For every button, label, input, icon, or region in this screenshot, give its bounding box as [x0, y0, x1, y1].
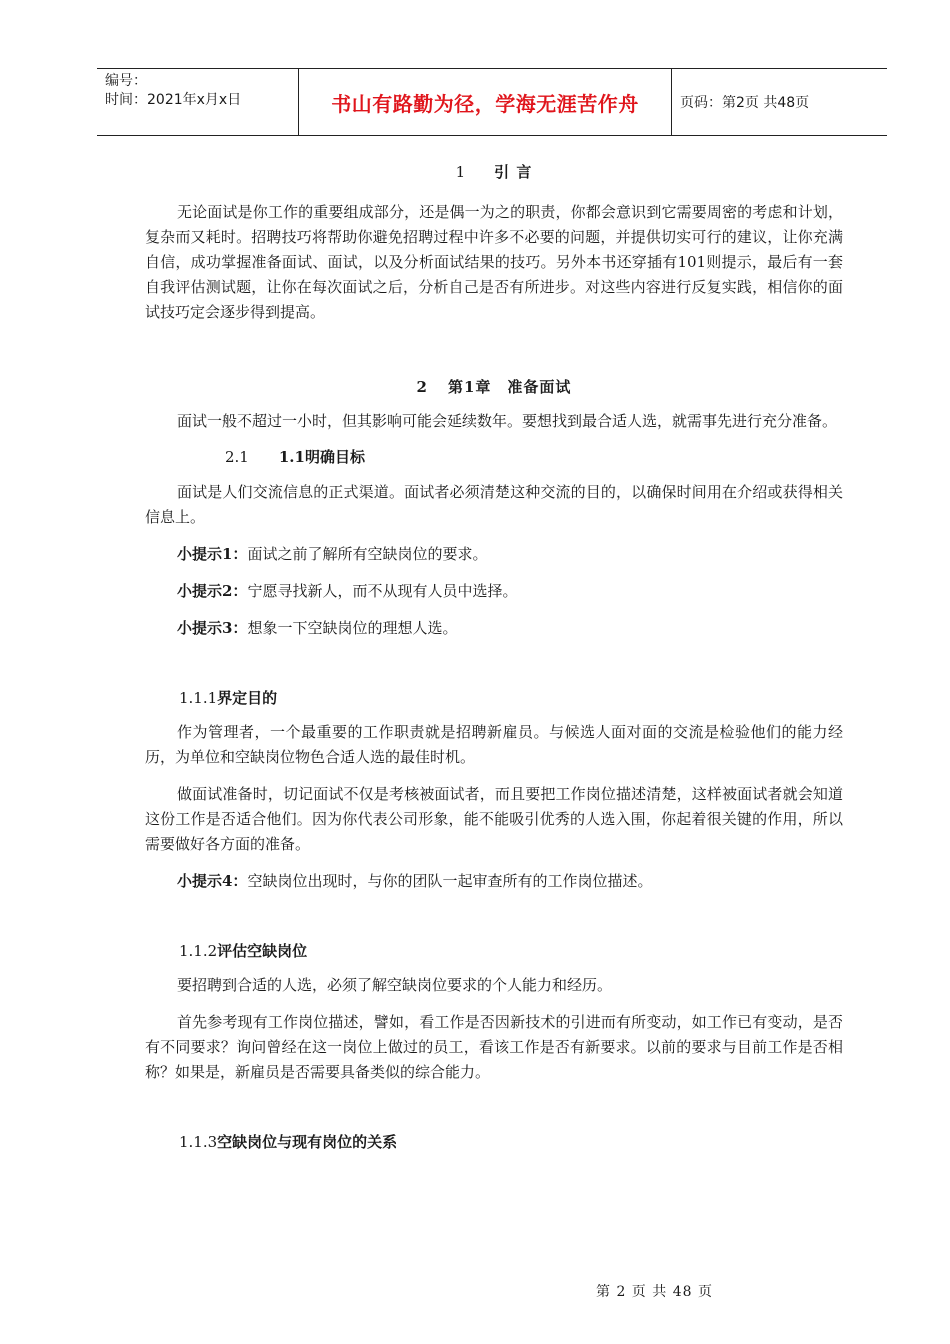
tip-label: 小提示4： — [177, 872, 248, 890]
tip — [145, 542, 843, 567]
paragraph: 首先参考现有工作岗位描述，譬如，看工作是否因新技术的引进而有所变动，如工作已有变动，是否有不同要求？询问曾经在这一岗位上做过的员工，看该工作是否有新要求。以前的要求与目前工作是否相称？如果是，新雇员是否需要具备类似的综合能力。 — [145, 1013, 843, 1081]
section-heading-intro — [145, 158, 843, 186]
section-title: 引 言 — [494, 163, 533, 181]
subsubsection-heading — [145, 685, 843, 711]
paragraph: 面试一般不超过一小时，但其影响可能会延续数年。要想找到最合适人选，就需事先进行充分准备。 — [177, 412, 838, 430]
tip-label: 小提示2： — [177, 582, 248, 600]
paragraph: 作为管理者，一个最重要的工作职责就是招聘新雇员。与候选人面对面的交流是检验他们的能力经历，为单位和空缺岗位物色合适人选的最佳时机。 — [145, 723, 843, 766]
section-number: 1.1.1 — [179, 689, 218, 707]
section-number: 2.1 — [225, 448, 249, 466]
section-title: 第1章 准备面试 — [447, 378, 572, 396]
document-date: 时间：2021年x月x日 — [105, 92, 242, 108]
tip-text: 宁愿寻找新人，而不从现有人员中选择。 — [247, 582, 518, 600]
header-page-info: 页码：第2页 共48页 — [680, 95, 810, 111]
document-code-label: 编号： — [105, 73, 147, 89]
header-meta — [97, 69, 299, 135]
tip-text: 面试之前了解所有空缺岗位的要求。 — [247, 545, 488, 563]
section-title: 空缺岗位与现有岗位的关系 — [217, 1133, 398, 1151]
section-number: 1.1.2 — [179, 942, 218, 960]
paragraph: 做面试准备时，切记面试不仅是考核被面试者，而且要把工作岗位描述清楚，这样被面试者就会知道这份工作是否适合他们。因为你代表公司形象，能不能吸引优秀的人选入围，你起着很关键的作用，所以需要做好各方面的准备。 — [145, 785, 843, 853]
tip-text: 想象一下空缺岗位的理想人选。 — [247, 619, 458, 637]
section-title: 评估空缺岗位 — [217, 942, 308, 960]
tip — [145, 579, 843, 604]
subsection-heading — [145, 444, 843, 470]
tip — [145, 869, 843, 894]
section-title: 界定目的 — [217, 689, 278, 707]
paragraph: 要招聘到合适的人选，必须了解空缺岗位要求的个人能力和经历。 — [177, 976, 613, 994]
tip-text: 空缺岗位出现时，与你的团队一起审查所有的工作岗位描述。 — [247, 872, 653, 890]
header-motto: 书山有路勤为径，学海无涯苦作舟 — [299, 69, 672, 135]
page-footer: 第 2 页 共 48 页 — [596, 1284, 713, 1300]
page-header — [97, 68, 887, 136]
document-body — [145, 158, 843, 1155]
subsubsection-heading — [145, 1129, 843, 1155]
section-title: 1.1明确目标 — [278, 448, 365, 466]
paragraph: 无论面试是你工作的重要组成部分，还是偶一为之的职责，你都会意识到它需要周密的考虑和计划，复杂而又耗时。招聘技巧将帮助你避免招聘过程中许多不必要的问题，并提供切实可行的建议，让你充满自信，成功掌握准备面试、面试，以及分析面试结果的技巧。另外本书还穿插有101则提示，最后有一套自我评估测试题，让你在每次面试之后，分析自己是否有所进步。对这些内容进行反复实践，相信你的面试技巧定会逐步得到提高。 — [145, 203, 843, 321]
section-number: 2 — [416, 378, 428, 396]
tip-label: 小提示3： — [177, 619, 248, 637]
tip-label: 小提示1： — [177, 545, 248, 563]
tip — [145, 616, 843, 641]
paragraph: 面试是人们交流信息的正式渠道。面试者必须清楚这种交流的目的，以确保时间用在介绍或获得相关信息上。 — [145, 483, 843, 526]
chapter-heading — [145, 373, 843, 401]
section-number: 1.1.3 — [179, 1133, 218, 1151]
subsubsection-heading — [145, 938, 843, 964]
section-number: 1 — [455, 163, 467, 181]
